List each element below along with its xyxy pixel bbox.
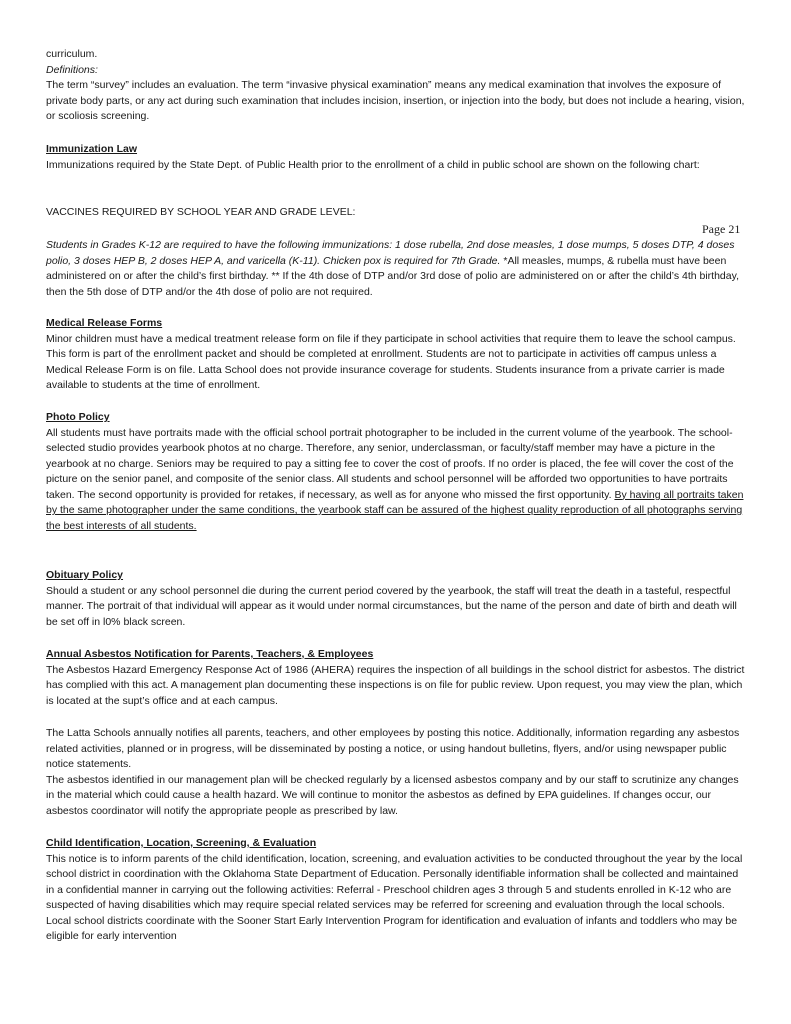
requirements-italic: Students in Grades K-12 are required to have the following immunizations: 1 dose rubella, 2nd dose measles, 1 dose mumps, 5 doses DTP, 4 doses polio, 3 doses HEP B, 2 doses HEP A, and varicella (K-11). Chicken pox is required for 7th Grade. [46,239,735,267]
definitions-section [46,47,746,125]
photo-policy-underlined: By having all portraits taken by the same photographer under the same conditions, the yearbook staff can be assured of the highest quality reproduction of all photographs serving the best interests of all students. [46,488,744,532]
photo-policy-section [46,410,746,534]
immunization-text: Immunizations required by the State Dept. of Public Health prior to the enrollment of a child in public school are shown on the following chart: [46,158,700,171]
photo-policy-heading: Photo Policy [46,411,110,423]
vaccine-requirements [46,238,746,300]
child-identification-section [46,836,746,945]
asbestos-notice [46,726,746,819]
immunization-heading: Immunization Law [46,143,138,155]
asbestos-paragraph-3: The asbestos identified in our management plan will be checked regularly by a licensed asbestos company and by our staff to scrutinize any changes in the material which could cause a health hazard. We will continue to monitor the asbestos as defined by EPA guidelines. If changes occur, our asbestos coordinator will notify the appropriate people as prescribed by law. [46,773,739,817]
photo-policy-text: All students must have portraits made with the official school portrait photographer to be included in the current volume of the yearbook. The school-selected studio provides yearbook photos at no charge. Therefore, any senior, underclassman, or faculty/staff member may have a picture in the yearbook at no charge. Seniors may be required to pay a sitting fee to cover the cost of proofs. If no order is placed, the fee will cover the cost of the picture on the senior panel, and composite of the senior class. All students and school personnel will be afforded two opportunities to have portraits taken. The second opportunity is provided for retakes, if necessary, as well as for anyone who missed the first opportunity. [46,426,734,501]
page-number: Page 21 [702,222,741,236]
vaccines-title [46,205,746,221]
asbestos-paragraph-2: The Latta Schools annually notifies all parents, teachers, and other employees by posting this notice. Additionally, information regarding any asbestos related activities, planned or in progress, will be disseminated by posting a notice, or using handout bulletins, flyers, and/or using newspaper public notice statements. [46,727,740,770]
asbestos-heading: Annual Asbestos Notification for Parents, Teachers, & Employees [46,648,374,660]
asbestos-paragraph-1: The Asbestos Hazard Emergency Response Act of 1986 (AHERA) requires the inspection of all buildings in the school district for asbestos. The district has complied with this act. A management plan documenting these inspections is on file for public review. Upon request, you may view the plan, which is located at the supt’s office and at each campus. [46,663,745,707]
obituary-heading: Obituary Policy [46,569,124,581]
definitions-label: Definitions: [46,63,98,76]
obituary-text: Should a student or any school personnel die during the current period covered by the yearbook, the staff will treat the death in a tasteful, respectful manner. The portrait of that individual will appear as it would under normal circumstances, but the name of the person and date of birth and death will be set off in l0% black screen. [46,584,737,628]
medical-release-text: Minor children must have a medical treatment release form on file if they participate in school activities that require them to leave the school campus. This form is part of the enrollment packet and should be completed at enrollment. Students are not to participate in activities off campus unless a Medical Release Form is on file. Latta School does not provide insurance coverage for students. Students insurance from a private carrier is made available to students at the time of enrollment. [46,332,736,391]
medical-release-heading: Medical Release Forms [46,317,163,329]
requirements-notes: *All measles, mumps, & rubella must have been administered on or after the child’s first birthday. ** If the 4th dose of DTP and/or 3rd dose of polio are administered on or after the child’s 4th birthday, then the 5th dose of DTP and/or the 4th dose of polio are not required. [46,254,739,298]
immunization-section [46,142,746,173]
definitions-text: The term “survey” includes an evaluation. The term “invasive physical examination” means any medical examination that involves the exposure of private body parts, or any act during such examination that includes incision, insertion, or injection into the body, but does not include a hearing, vision, or scoliosis screening. [46,79,745,122]
child-identification-heading: Child Identification, Location, Screening, & Evaluation [46,837,317,849]
child-identification-text: This notice is to inform parents of the child identification, location, screening, and evaluation activities to be conducted throughout the year by the local school district in coordination with the Oklahoma State Department of Education. Personally identifiable information shall be collected and maintained in a confidential manner in carrying out the following activities: Referral - Preschool children ages 3 through 5 and students enrolled in K-12 who are suspected of having disabilities which may require special related services may be referred for screening and evaluation through the local schools. Local school districts coordinate with the Sooner Start Early Intervention Program for identification and evaluation of infants and toddlers who may be eligible for early intervention [46,852,743,942]
curriculum-line: curriculum. [46,48,98,60]
medical-release-section [46,316,746,394]
asbestos-section [46,647,746,709]
obituary-section [46,568,746,630]
vaccines-title-text: VACCINES REQUIRED BY SCHOOL YEAR AND GRADE LEVEL: [46,206,356,218]
